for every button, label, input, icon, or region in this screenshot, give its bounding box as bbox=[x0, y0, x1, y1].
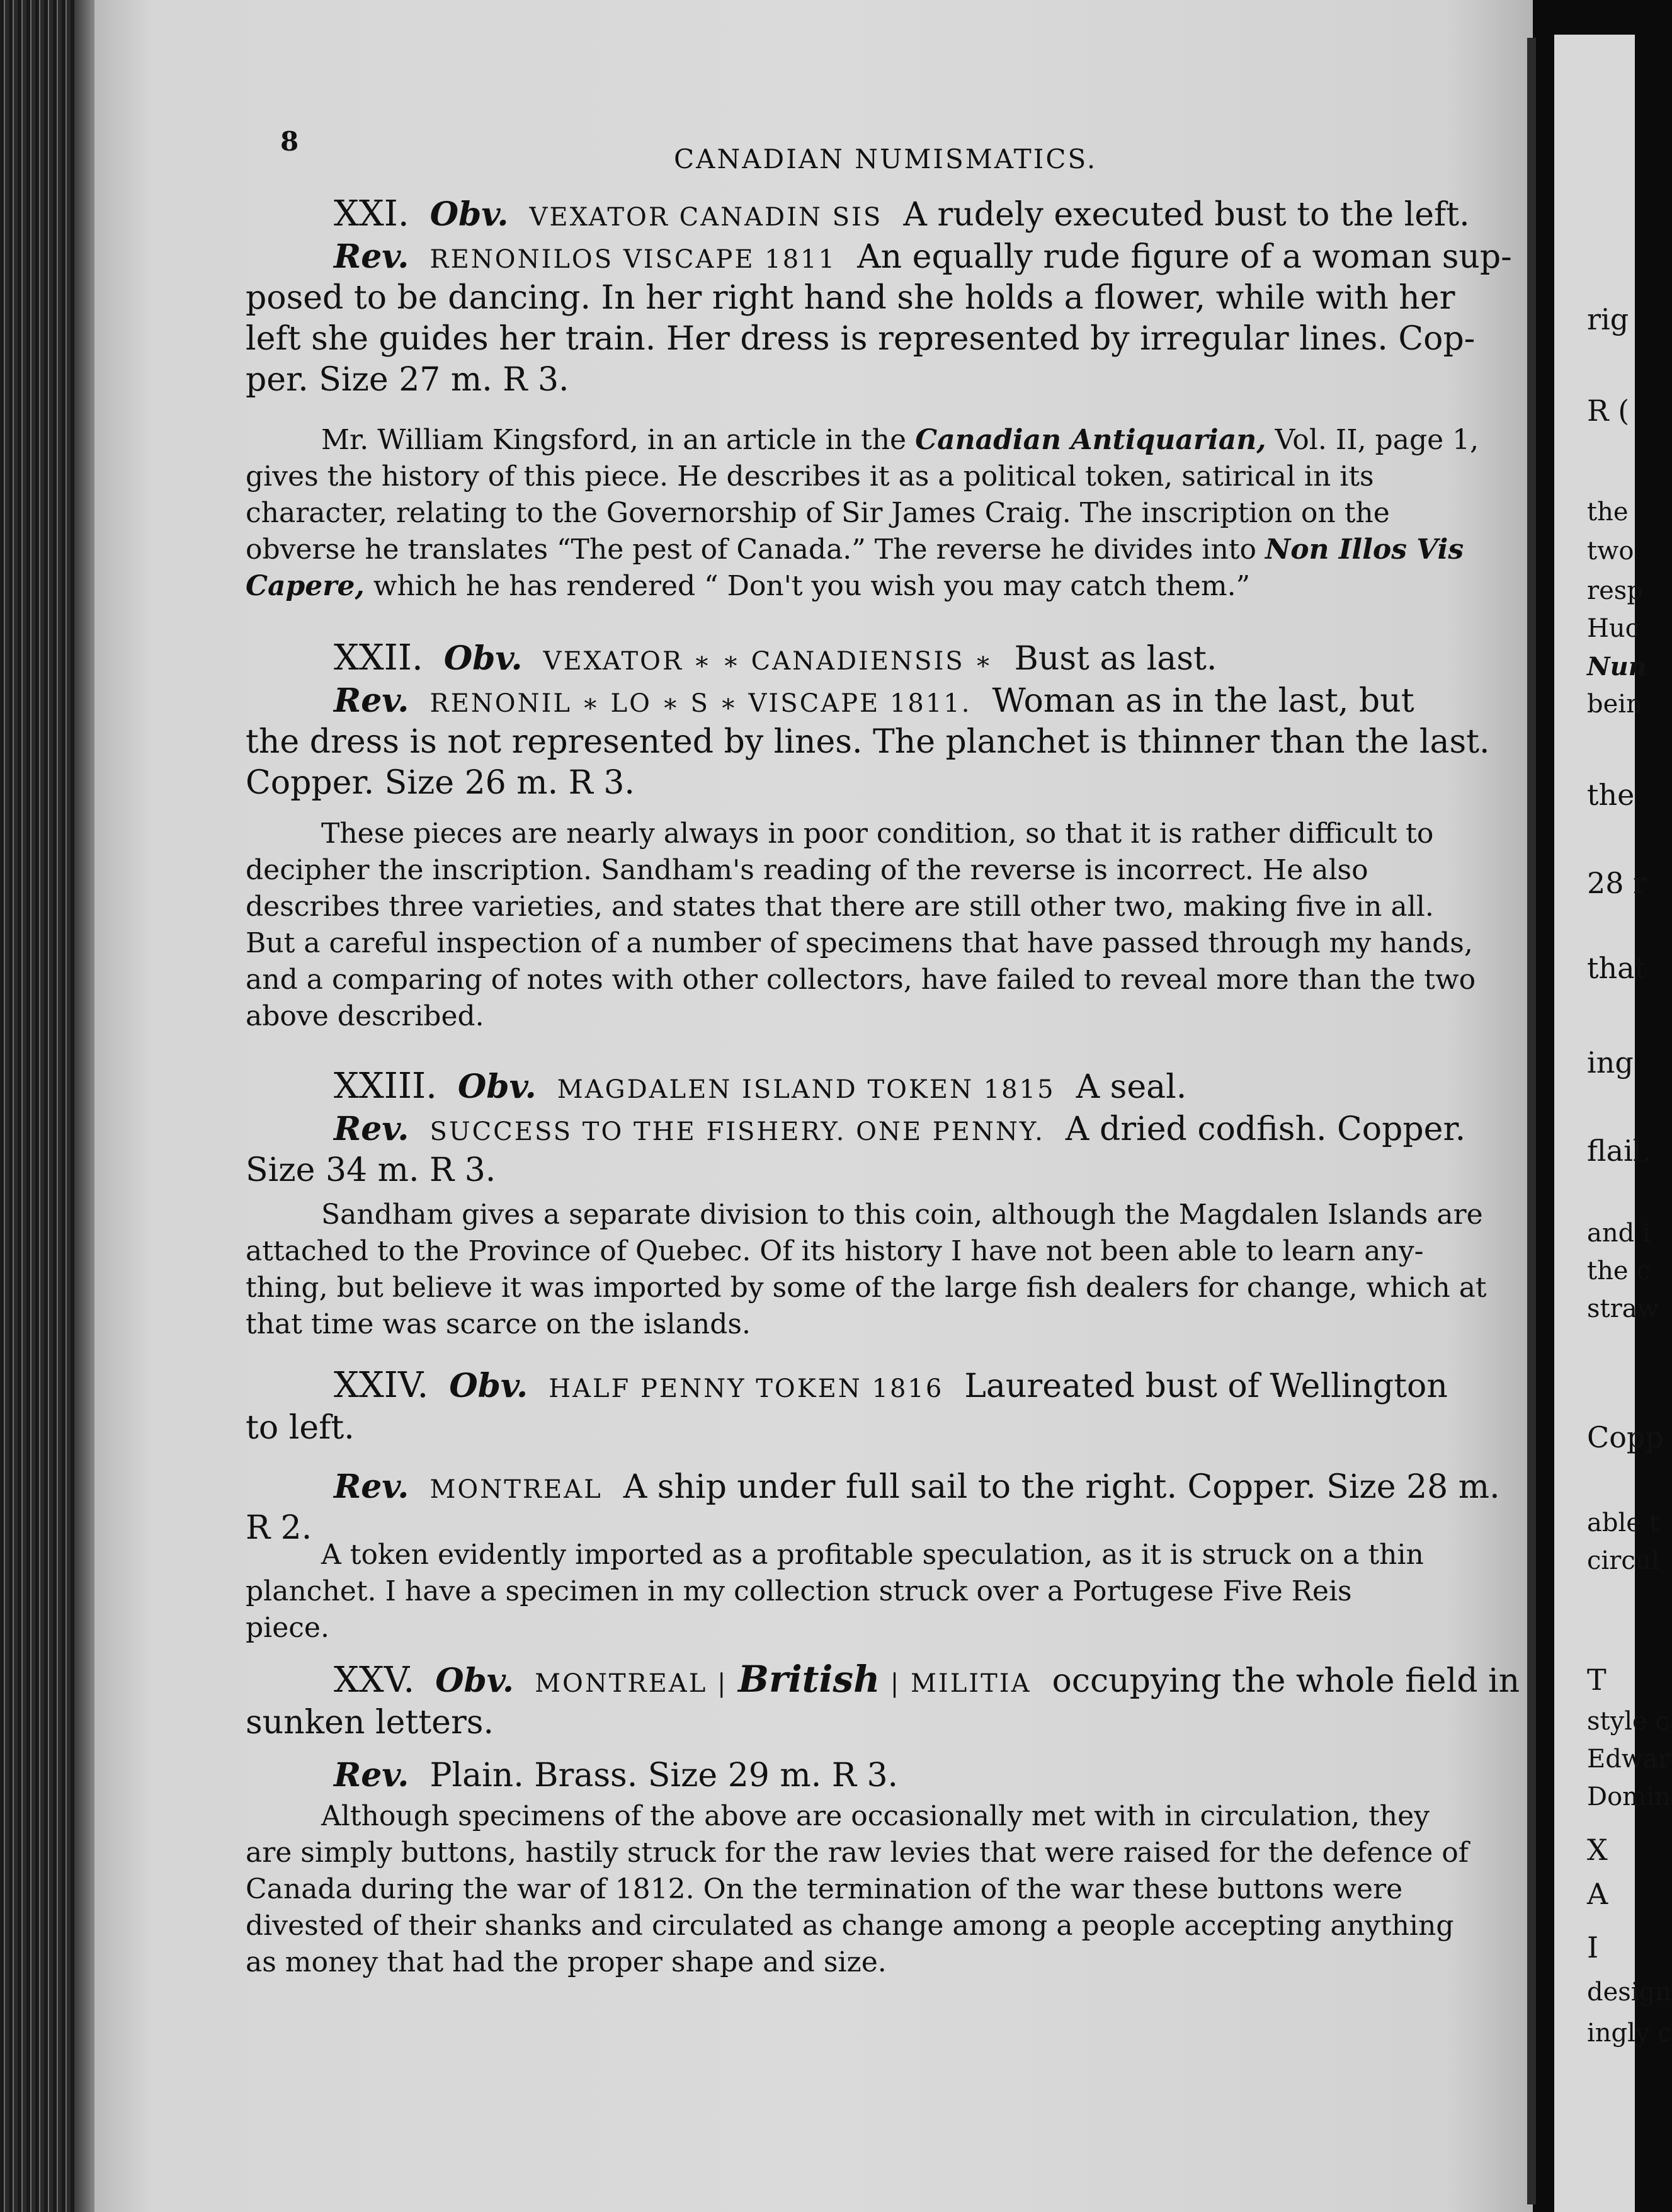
fragment-text: ing bbox=[1587, 1046, 1634, 1080]
reverse-legend: SUCCESS TO THE FISHERY. ONE PENNY. bbox=[429, 1117, 1045, 1146]
body-line: per. Size 27 m. R 3. bbox=[246, 361, 569, 399]
commentary-xxiv bbox=[246, 1537, 1477, 1646]
fragment-text: able t bbox=[1587, 1508, 1659, 1537]
note-line: A token evidently imported as a profitable speculation, as it is struck on a thin bbox=[321, 1539, 1424, 1571]
entry-heading bbox=[246, 1064, 1477, 1109]
fragment-text: straw bbox=[1587, 1294, 1659, 1323]
catalogue-entry-xxv bbox=[246, 1656, 1520, 1796]
catalogue-entry-xxi bbox=[246, 192, 1512, 401]
note-line: Sandham gives a separate division to this coin, although the Magdalen Islands are bbox=[321, 1199, 1483, 1231]
reverse-description: Plain. Brass. Size 29 m. R 3. bbox=[429, 1757, 899, 1794]
reverse-legend: MONTREAL bbox=[429, 1475, 603, 1504]
obverse-description: A seal. bbox=[1076, 1068, 1187, 1106]
obverse-label: Obv. bbox=[443, 639, 523, 678]
note-line: that time was scarce on the islands. bbox=[246, 1308, 751, 1341]
italic-phrase: Non Illos Vis bbox=[1265, 533, 1464, 566]
body-line: the dress is not represented by lines. The planchet is thinner than the last. bbox=[246, 723, 1490, 761]
body-line: to left. bbox=[246, 1409, 355, 1447]
note-line: are simply buttons, hastily struck for the raw levies that were raised for the defence of bbox=[246, 1837, 1469, 1869]
reverse-legend: RENONIL ∗ LO ∗ S ∗ VISCAPE 1811. bbox=[429, 689, 972, 718]
reverse-label: Rev. bbox=[334, 1756, 409, 1794]
obverse-label: Obv. bbox=[435, 1662, 514, 1700]
fragment-text: the bbox=[1587, 778, 1635, 812]
fragment-text: ingly c bbox=[1587, 2019, 1672, 2048]
note-line: character, relating to the Governorship of Sir James Craig. The inscription on the bbox=[246, 497, 1390, 530]
body-line: Copper. Size 26 m. R 3. bbox=[246, 764, 635, 802]
fragment-text: R ( bbox=[1587, 394, 1630, 428]
body-line: left she guides her train. Her dress is represented by irregular lines. Cop- bbox=[246, 320, 1476, 358]
entry-number: XXII. bbox=[334, 637, 423, 678]
entry-number: XXV. bbox=[334, 1660, 415, 1701]
obverse-description: occupying the whole field in bbox=[1052, 1662, 1520, 1700]
entry-heading bbox=[246, 1364, 1477, 1408]
fragment-text: Domin bbox=[1587, 1782, 1671, 1811]
fragment-text: that bbox=[1587, 951, 1647, 985]
catalogue-entry-xxiv bbox=[246, 1364, 1500, 1549]
entry-number: XXIV. bbox=[334, 1365, 429, 1406]
fragment-text: X bbox=[1587, 1833, 1608, 1867]
note-line: attached to the Province of Quebec. Of its history I have not been able to learn any- bbox=[246, 1235, 1424, 1268]
fragment-text: resp bbox=[1587, 576, 1643, 605]
reverse-description: An equally rude figure of a woman sup- bbox=[857, 238, 1512, 276]
reverse-description: Woman as in the last, but bbox=[992, 682, 1414, 720]
commentary-xxiii bbox=[246, 1197, 1487, 1343]
note-line: and a comparing of notes with other collectors, have failed to reveal more than the two bbox=[246, 964, 1476, 996]
note-line: These pieces are nearly always in poor condition, so that it is rather difficult to bbox=[321, 818, 1434, 850]
obverse-label: Obv. bbox=[457, 1068, 537, 1106]
book-binding bbox=[0, 0, 74, 2212]
commentary-xxi bbox=[246, 422, 1477, 605]
commentary-xxii bbox=[246, 816, 1477, 1035]
fragment-text: and i bbox=[1587, 1219, 1651, 1248]
obverse-description: Bust as last. bbox=[1014, 640, 1217, 678]
note-line: Capere, which he has rendered “ Don't you wish you may catch them.” bbox=[246, 570, 1251, 603]
reverse-label: Rev. bbox=[334, 681, 409, 720]
body-line: posed to be dancing. In her right hand she holds a flower, while with her bbox=[246, 279, 1455, 317]
reverse-description: A ship under full sail to the right. Copper. Size 28 m. bbox=[623, 1468, 1500, 1506]
body-line: sunken letters. bbox=[246, 1704, 494, 1742]
obverse-description: Laureated bust of Wellington bbox=[964, 1367, 1448, 1405]
note-line: above described. bbox=[246, 1000, 484, 1033]
reverse-description: A dried codfish. Copper. bbox=[1065, 1110, 1466, 1148]
fragment-text: two bbox=[1587, 537, 1634, 566]
fragment-text: bein bbox=[1587, 690, 1642, 719]
note-line: divested of their shanks and circulated as change among a people accepting anything bbox=[246, 1910, 1454, 1942]
fragment-text: Edwar bbox=[1587, 1745, 1671, 1774]
reverse-legend: RENONILOS VISCAPE 1811 bbox=[429, 245, 837, 274]
reverse-line bbox=[246, 1466, 1500, 1508]
obverse-legend: MAGDALEN ISLAND TOKEN 1815 bbox=[557, 1075, 1055, 1104]
obverse-legend: VEXATOR CANADIN SIS bbox=[529, 203, 883, 232]
obverse-legend: HALF PENNY TOKEN 1816 bbox=[549, 1374, 944, 1403]
reverse-line bbox=[246, 680, 1477, 722]
entry-heading bbox=[246, 636, 1477, 680]
note-line: But a careful inspection of a number of specimens that have passed through my hands, bbox=[246, 927, 1473, 960]
reverse-label: Rev. bbox=[334, 1110, 409, 1148]
fragment-text: I bbox=[1587, 1930, 1599, 1964]
reverse-label: Rev. bbox=[334, 237, 409, 276]
fragment-text: flail. bbox=[1587, 1134, 1652, 1168]
note-line: thing, but believe it was imported by some of the large fish dealers for change, which at bbox=[246, 1272, 1487, 1304]
italic-title: Canadian Antiquarian, bbox=[915, 424, 1266, 456]
obverse-label: Obv. bbox=[449, 1367, 528, 1405]
reverse-line bbox=[246, 1109, 1477, 1150]
obverse-description: A rudely executed bust to the left. bbox=[903, 196, 1470, 234]
note-line: as money that had the proper shape and size. bbox=[246, 1946, 887, 1979]
italic-phrase: Capere, bbox=[246, 570, 365, 603]
note-line: planchet. I have a specimen in my collection struck over a Portugese Five Reis bbox=[246, 1575, 1352, 1608]
note-line: Mr. William Kingsford, in an article in the Canadian Antiquarian, Vol. II, page 1, bbox=[321, 424, 1479, 456]
reverse-line bbox=[246, 236, 1512, 278]
fragment-text: 28 r bbox=[1587, 866, 1647, 900]
fragment-text: rig bbox=[1587, 302, 1629, 336]
fragment-text: Huc bbox=[1587, 614, 1640, 643]
fragment-text: style c bbox=[1587, 1707, 1669, 1736]
fragment-text: the bbox=[1587, 498, 1629, 527]
note-line: Although specimens of the above are occasionally met with in circulation, they bbox=[321, 1800, 1430, 1832]
note-line: decipher the inscription. Sandham's reading of the reverse is incorrect. He also bbox=[246, 854, 1368, 887]
obverse-label: Obv. bbox=[429, 195, 509, 234]
script-lettering: British bbox=[737, 1658, 880, 1701]
reverse-line bbox=[246, 1755, 1477, 1796]
adjacent-page-fragment bbox=[1554, 35, 1672, 2212]
body-line: Size 34 m. R 3. bbox=[246, 1151, 496, 1189]
fragment-text: circul bbox=[1587, 1546, 1660, 1575]
obverse-legend: MONTREAL | bbox=[535, 1669, 728, 1698]
fragment-text: Copp bbox=[1587, 1420, 1664, 1454]
fragment-text: T bbox=[1587, 1663, 1607, 1697]
note-line: Canada during the war of 1812. On the termination of the war these buttons were bbox=[246, 1873, 1403, 1906]
entry-heading bbox=[246, 192, 1477, 236]
commentary-xxv bbox=[246, 1798, 1477, 1981]
catalogue-entry-xxiii bbox=[246, 1064, 1477, 1191]
entry-number: XXI. bbox=[334, 193, 409, 234]
obverse-legend: VEXATOR ∗ ∗ CANADIENSIS ∗ bbox=[543, 647, 994, 676]
note-line: piece. bbox=[246, 1612, 329, 1645]
fragment-text: design bbox=[1587, 1978, 1671, 2007]
obverse-legend: | MILITIA bbox=[890, 1669, 1032, 1698]
page-number: 8 bbox=[280, 126, 299, 157]
entry-heading bbox=[246, 1656, 1520, 1702]
page-edge bbox=[1527, 38, 1536, 2204]
reverse-label: Rev. bbox=[334, 1468, 409, 1506]
fragment-text: Nun bbox=[1587, 652, 1647, 681]
fragment-text: A bbox=[1587, 1877, 1608, 1911]
note-line: describes three varieties, and states that there are still other two, making five in all. bbox=[246, 891, 1434, 923]
body-line: R 2. bbox=[246, 1509, 312, 1547]
catalogue-entry-xxii bbox=[246, 636, 1490, 804]
note-line: gives the history of this piece. He describes it as a political token, satirical in its bbox=[246, 460, 1374, 493]
fragment-text: the c bbox=[1587, 1257, 1651, 1286]
entry-number: XXIII. bbox=[334, 1066, 437, 1107]
running-head: CANADIAN NUMISMATICS. bbox=[674, 144, 1098, 174]
note-line: obverse he translates “The pest of Canada.” The reverse he divides into Non Illos Vis bbox=[246, 533, 1464, 566]
page-body bbox=[246, 120, 1520, 2104]
